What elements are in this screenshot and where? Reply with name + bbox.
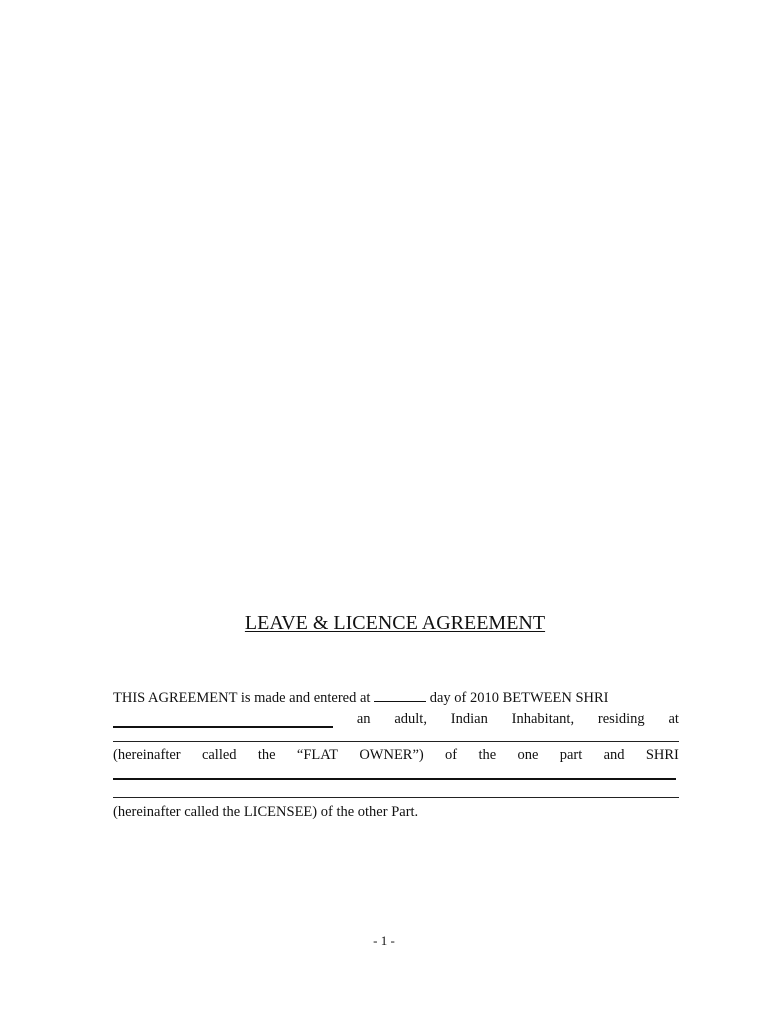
flat-owner-name-blank — [113, 712, 333, 728]
licensee-name-blank — [113, 778, 676, 780]
line-2-word: at — [668, 711, 679, 727]
line-2-word: residing — [597, 711, 645, 727]
line-3-word: the — [478, 747, 497, 763]
document-title-text: LEAVE & LICENCE AGREEMENT — [244, 612, 546, 634]
date-blank — [374, 688, 426, 702]
line-2-word: adult, — [394, 711, 427, 727]
document-title — [0, 611, 768, 635]
line-3-word: one — [517, 747, 539, 763]
licensee-address-blank — [113, 797, 679, 798]
agreement-line-5: (hereinafter called the LICENSEE) of the other Part. — [113, 804, 419, 820]
line-3-word: called — [201, 747, 237, 763]
line-3-word: and — [603, 747, 625, 763]
line-3-word: the — [257, 747, 276, 763]
line-3-word: “FLAT — [296, 747, 338, 763]
flat-owner-address-blank — [113, 741, 679, 742]
agreement-line-2 — [113, 710, 679, 728]
line-3-word: SHRI — [645, 747, 679, 763]
agreement-line-1-part-b: day of 2010 BETWEEN SHRI — [429, 690, 609, 706]
line-3-word: OWNER”) — [359, 747, 424, 763]
line-3-word: part — [559, 747, 583, 763]
page-number: - 1 - — [373, 933, 395, 948]
line-3-word: of — [445, 747, 458, 763]
line-3-word: (hereinafter — [113, 747, 181, 763]
agreement-line-1 — [113, 688, 679, 707]
line-2-word: an — [356, 711, 371, 727]
line-2-word: Indian — [450, 711, 488, 727]
line-2-word: Inhabitant, — [511, 711, 575, 727]
agreement-line-3 — [113, 746, 679, 764]
agreement-line-1-part-a: THIS AGREEMENT is made and entered at — [113, 690, 371, 706]
